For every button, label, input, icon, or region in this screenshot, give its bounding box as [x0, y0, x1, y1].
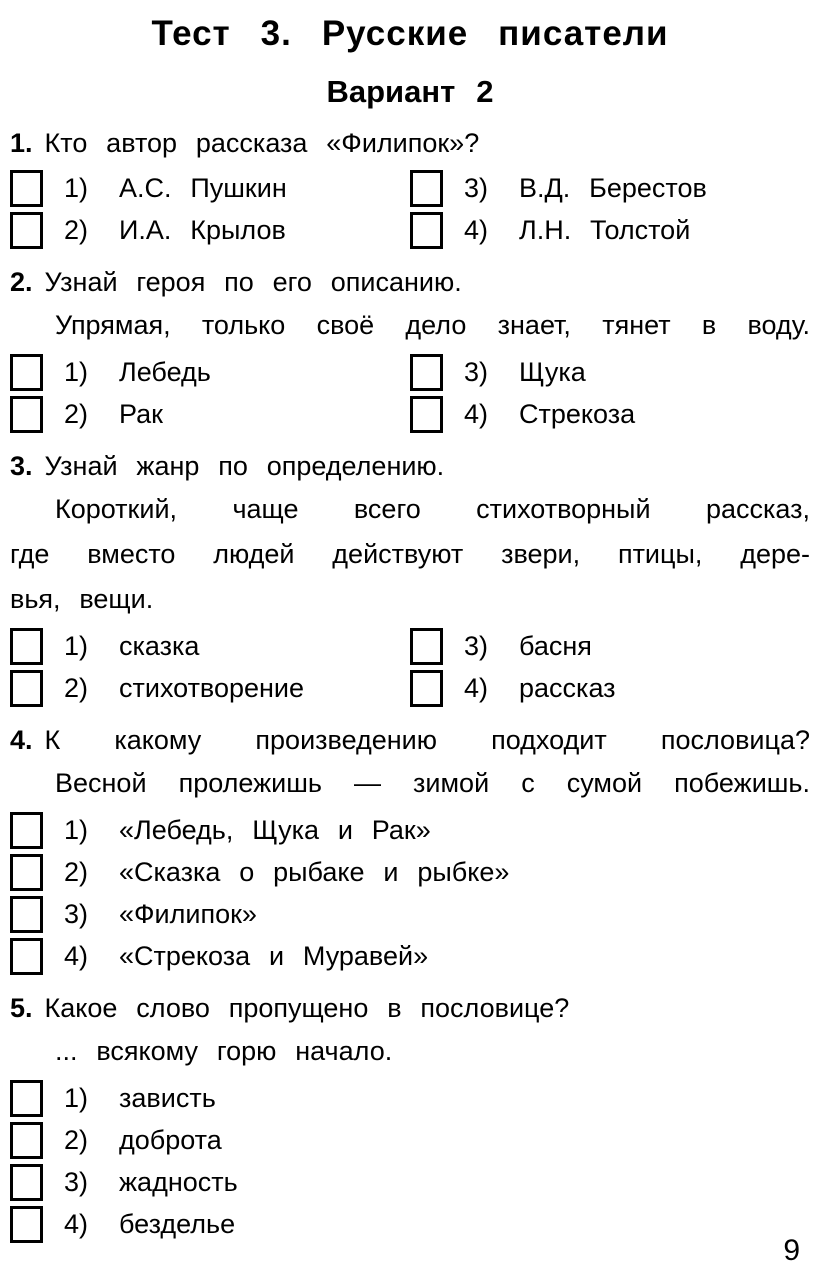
option-number: 4): [64, 1209, 89, 1240]
answer-option[interactable]: [410, 670, 810, 707]
answer-checkbox[interactable]: [410, 354, 443, 391]
answer-option[interactable]: [10, 670, 410, 707]
option-label: Стрекоза: [519, 399, 636, 430]
answer-option[interactable]: [10, 1080, 810, 1117]
answer-checkbox[interactable]: [10, 354, 43, 391]
question-5: [10, 991, 810, 1243]
option-label: безделье: [119, 1209, 236, 1240]
question-3-body-line: где вместо людей действуют звери, птицы, дере-: [10, 539, 810, 570]
answer-checkbox[interactable]: [10, 896, 43, 933]
option-label: И.А. Крылов: [119, 215, 286, 246]
option-number: 1): [64, 357, 89, 388]
option-number: 4): [64, 941, 89, 972]
answer-option[interactable]: [10, 170, 410, 207]
question-3-options: [10, 628, 810, 707]
question-text: Узнай жанр по определению.: [44, 451, 445, 482]
option-number: 3): [464, 357, 489, 388]
question-4-options: [10, 812, 810, 975]
question-2-options: [10, 354, 810, 433]
option-label: «Лебедь, Щука и Рак»: [119, 815, 431, 846]
answer-option[interactable]: [10, 354, 410, 391]
answer-checkbox[interactable]: [410, 212, 443, 249]
answer-option[interactable]: [10, 1206, 810, 1243]
answer-checkbox[interactable]: [10, 396, 43, 433]
answer-checkbox[interactable]: [10, 628, 43, 665]
answer-option[interactable]: [10, 896, 810, 933]
answer-option[interactable]: [10, 628, 410, 665]
answer-checkbox[interactable]: [10, 854, 43, 891]
answer-option[interactable]: [10, 812, 810, 849]
question-3-body-line: вья, вещи.: [10, 584, 154, 615]
answer-checkbox[interactable]: [10, 170, 43, 207]
variant-subtitle: Вариант 2: [326, 74, 494, 109]
question-3-header: [10, 449, 810, 484]
option-number: 1): [64, 173, 89, 204]
question-2: [10, 265, 810, 433]
answer-option[interactable]: [410, 212, 810, 249]
question-number: 3.: [10, 451, 33, 482]
option-number: 1): [64, 1083, 89, 1114]
question-3-body-line: Короткий, чаще всего стихотворный рассказ,: [55, 494, 810, 525]
answer-option[interactable]: [10, 1122, 810, 1159]
question-5-header: [10, 991, 810, 1026]
option-label: доброта: [119, 1125, 222, 1156]
answer-checkbox[interactable]: [410, 396, 443, 433]
question-number: 5.: [10, 993, 33, 1024]
answer-checkbox[interactable]: [10, 1164, 43, 1201]
question-number: 1.: [10, 128, 33, 158]
option-number: 2): [64, 857, 89, 888]
option-number: 3): [64, 899, 89, 930]
option-number: 2): [64, 399, 89, 430]
option-label: рассказ: [519, 673, 616, 704]
answer-option[interactable]: [10, 938, 810, 975]
question-text: Кто автор рассказа «Филипок»?: [44, 128, 480, 158]
answer-option[interactable]: [10, 854, 810, 891]
question-text: Какое слово пропущено в пословице?: [44, 993, 570, 1024]
option-label: Л.Н. Толстой: [519, 215, 691, 246]
option-label: «Филипок»: [119, 899, 257, 930]
option-label: «Сказка о рыбаке и рыбке»: [119, 857, 510, 888]
option-number: 1): [64, 815, 89, 846]
answer-option[interactable]: [410, 628, 810, 665]
option-number: 2): [64, 1125, 89, 1156]
option-number: 4): [464, 673, 489, 704]
answer-checkbox[interactable]: [10, 670, 43, 707]
option-label: В.Д. Берестов: [519, 173, 707, 204]
option-label: Рак: [119, 399, 163, 430]
question-3: [10, 449, 810, 707]
answer-checkbox[interactable]: [10, 1122, 43, 1159]
question-2-header: [10, 265, 810, 300]
question-number: 4.: [10, 725, 33, 756]
question-text: Узнай героя по его описанию.: [44, 267, 462, 298]
option-label: «Стрекоза и Муравей»: [119, 941, 429, 972]
option-number: 2): [64, 215, 89, 246]
answer-option[interactable]: [410, 354, 810, 391]
answer-option[interactable]: [10, 212, 410, 249]
option-label: сказка: [119, 631, 200, 662]
answer-checkbox[interactable]: [10, 938, 43, 975]
option-label: зависть: [119, 1083, 216, 1114]
answer-option[interactable]: [10, 396, 410, 433]
option-number: 3): [464, 173, 489, 204]
option-label: жадность: [119, 1167, 238, 1198]
answer-option[interactable]: [410, 396, 810, 433]
question-1: [10, 126, 810, 249]
option-number: 3): [464, 631, 489, 662]
answer-option[interactable]: [10, 1164, 810, 1201]
option-number: 4): [464, 399, 489, 430]
page-number: 9: [783, 1234, 800, 1267]
option-label: Лебедь: [119, 357, 211, 388]
question-1-header: [10, 126, 810, 161]
question-5-options: [10, 1080, 810, 1243]
option-label: стихотворение: [119, 673, 305, 704]
answer-checkbox[interactable]: [410, 628, 443, 665]
question-2-body-line: Упрямая, только своё дело знает, тянет в воду.: [55, 310, 810, 341]
answer-checkbox[interactable]: [10, 812, 43, 849]
question-number: 2.: [10, 267, 33, 298]
answer-checkbox[interactable]: [10, 1206, 43, 1243]
question-4: [10, 723, 810, 975]
option-number: 3): [64, 1167, 89, 1198]
answer-checkbox[interactable]: [410, 670, 443, 707]
answer-checkbox[interactable]: [410, 170, 443, 207]
question-4-header: [10, 723, 810, 758]
answer-option[interactable]: [410, 170, 810, 207]
option-label: басня: [519, 631, 592, 662]
question-4-body-line: Весной пролежишь — зимой с сумой побежишь.: [55, 768, 810, 799]
option-label: Щука: [519, 357, 586, 388]
question-5-body-line: ... всякому горю начало.: [55, 1036, 393, 1067]
option-number: 1): [64, 631, 89, 662]
option-number: 4): [464, 215, 489, 246]
option-label: А.С. Пушкин: [119, 173, 287, 204]
question-text: К какому произведению подходит пословица?: [44, 725, 810, 756]
answer-checkbox[interactable]: [10, 1080, 43, 1117]
answer-checkbox[interactable]: [10, 212, 43, 249]
question-1-options: [10, 170, 810, 249]
option-number: 2): [64, 673, 89, 704]
page-title: Тест 3. Русские писатели: [151, 14, 669, 53]
